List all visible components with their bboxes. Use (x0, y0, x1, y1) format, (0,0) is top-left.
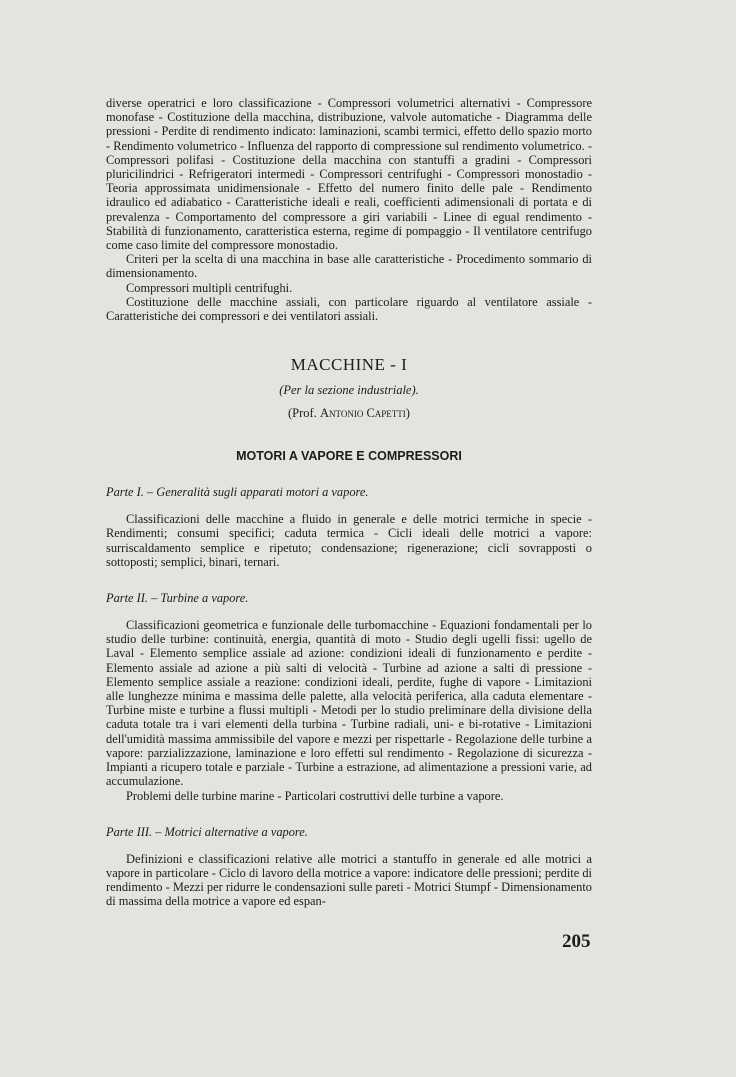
part-3-label: Parte III. – Motrici alternative a vapore. (106, 824, 308, 839)
course-section: (Per la sezione industriale). (279, 383, 419, 398)
part-2-paragraph-2: Problemi delle turbine marine - Particolari costruttivi delle turbine a vapore. (126, 788, 504, 803)
part-1-label: Parte I. – Generalità sugli apparati motori a vapore. (106, 485, 369, 500)
part-2-label: Parte II. – Turbine a vapore. (106, 591, 249, 606)
part-2 (106, 591, 592, 803)
intro-paragraph-2: Criteri per la scelta di una macchina in base alle caratteristiche - Procedimento sommario di dimensionamento. (106, 252, 592, 281)
intro-paragraph-3: Compressori multipli centrifughi. (126, 280, 293, 295)
page-number: 205 (562, 931, 591, 952)
course-title: MACCHINE - I (290, 355, 408, 375)
part-2-paragraph-1: Classificazioni geometrica e funzionale delle turbomacchine - Equazioni fondamentali per lo studio delle turbine: continuità, energia, quantità di moto - Studio degli ugelli fissi: ugello de Laval - Elemento semplice assiale ad azione: condizioni ideali di funzionamento e perdite - Elemento assiale ad azione a più salti di velocità - Turbine ad azione a salti di pressione - Elemento semplice assiale a reazione: condizioni ideali, perdite, fughe di vapore - Limitazioni alle lunghezze minima e massima delle palette, alla velocità periferica, alla caduta elementare - Turbine miste e turbine a flussi multipli - Metodi per lo studio preliminare della divisione della caduta totale tra i vari elementi della turbina - Turbine radiali, uni- e bi-rotative - Limitazioni dell'umidità massima ammissibile del vapore e mezzi per rispettarle - Regolazione delle turbine a vapore: parzializzazione, laminazione e loro effetti sul rendimento - Regolazione di sicurezza - Impianti a ricupero totale e parziale - Turbine a estrazione, ad alimentazione a pressioni varie, ad accumulazione. (106, 618, 592, 789)
course-professor (106, 406, 592, 421)
part-1-paragraph-1: Classificazioni delle macchine a fluido in generale e delle motrici termiche in specie - Rendimenti; consumi specifici; caduta termica - Cicli ideali delle motrici a vapore: surriscaldamento semplice e ripetuto; condensazione; rigenerazione; cicli sovrapposti o sottoposti; semplici, binari, ternari. (106, 512, 592, 569)
part-3 (106, 825, 592, 909)
professor-suffix: ) (405, 406, 410, 421)
part-1 (106, 485, 592, 569)
professor-name: Antonio Capetti (319, 406, 406, 421)
intro-paragraph-4: Costituzione delle macchine assiali, con particolare riguardo al ventilatore assiale - Caratteristiche dei compressori e dei ventilatori assiali. (106, 294, 592, 324)
professor-prefix: (Prof. (288, 406, 320, 421)
subject-title: MOTORI A VAPORE E COMPRESSORI (236, 449, 462, 464)
page-content (106, 96, 592, 931)
part-3-paragraph-1: Definizioni e classificazioni relative alle motrici a stantuffo in generale ed alle motrici a vapore in particolare - Ciclo di lavoro della motrice a vapore: indicatore delle pressioni; perdite di rendimento - Mezzi per ridurre le condensazioni sulle pareti - Motrici Stumpf - Dimensionamento di massima della motrice a vapore ed espan- (106, 851, 592, 909)
intro-paragraph-1: diverse operatrici e loro classificazione - Compressori volumetrici alternativi - Compressore monofase - Costituzione della macchina, distribuzione, valvole automatiche - Diagramma delle pressioni - Perdite di rendimento indicato: laminazioni, scambi termici, effetto dello spazio morto - Rendimento volumetrico - Influenza del rapporto di compressione sul rendimento volumetrico. - Compressori polifasi - Costituzione della macchina con stantuffi a gradini - Compressori pluricilindrici - Refrigeratori intermedi - Compressori centrifughi - Compressori monostadio - Teoria approssimata unidimensionale - Effetto del numero finito delle pale - Rendimento idraulico ed adiabatico - Caratteristiche ideali e reali, coefficienti adimensionali di portata e di prevalenza - Comportamento del compressore a giri variabili - Linee di egual rendimento - Stabilità di funzionamento, caratteristica esterna, regime di pompaggio - Il ventilatore centrifugo come caso limite del compressore monostadio. (106, 96, 592, 253)
